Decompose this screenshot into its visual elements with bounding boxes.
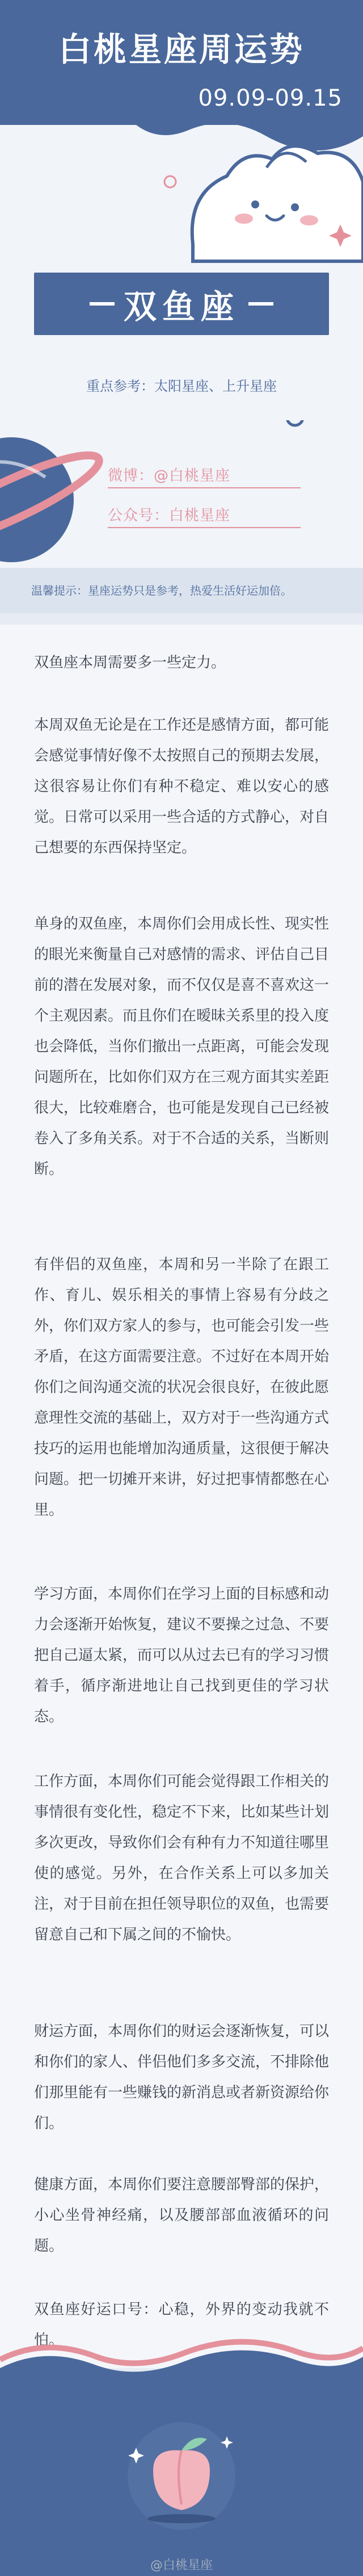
wechat-text: 公众号：白桃星座 [108,507,231,524]
tip-text: 温馨提示：星座运势只是参考，热爱生活好运加倍。 [31,584,292,597]
dash-left-icon [90,301,124,307]
paragraph-slogan: 双鱼座好运口号：心稳，外界的变动我就不怕。 [34,2301,329,2349]
paragraph-wealth: 财运方面，本周你们的财运会逐渐恢复，可以和你们的家人、伴侣他们多多交流，不排除他们那里能有一些赚钱的新消息或者新资源给你们。 [34,2023,330,2132]
date-range: 09.09-09.15 [198,85,343,111]
sign-name: 双鱼座 [123,287,239,326]
footer [0,2334,363,2576]
cute-cloud-icon [0,114,363,284]
paragraph-single: 单身的双鱼座，本周你们会用成长性、现实性的眼光来衡量自己对感情的需求、评估自己目前的潜在发展对象，而不仅仅是喜不喜欢这一个主观因素。而且你们在暧昧关系里的投入度也会降低，当你们撤出一点距离，可能会发现问题所在，比如你们双方在三观方面其实差距很大，比较难磨合，也可能是发现自己已经被卷入了多角关系。对于不合适的关系，当断则断。 [34,915,330,1178]
header [0,0,363,454]
page-title: 白桃星座周运势 [58,30,305,69]
dash-right-icon [239,301,273,307]
weibo-underline [108,487,301,488]
social-section [0,420,363,568]
sign-banner [34,273,329,335]
wechat-underline [108,527,301,528]
paragraph-couple: 有伴侣的双鱼座，本周和另一半除了在跟工作、育儿、娱乐相关的事情上容易有分歧之外，你们双方家人的参与，也可能会引发一些矛盾，在这方面需要注意。不过好在本周开始你们之间沟通交流的状况会很良好，在彼此愿意理性交流的基础上，双方对于一些沟通方式技巧的运用也能增加沟通质量，这很便于解决问题。把一切摊开来讲，好过把事情都憋在心里。 [34,1256,330,1519]
reference-line: 重点参考：太阳星座、上升星座 [86,378,277,394]
peach-icon [0,2334,363,2576]
content-body [0,625,363,2368]
wechat-line [108,500,301,528]
weibo-line [108,460,301,488]
paragraph-intro: 双鱼座本周需要多一些定力。 [34,654,226,671]
planet-icon [0,420,363,568]
weibo-text: 微博：@白桃星座 [108,467,231,484]
paragraph-study: 学习方面，本周你们在学习上面的目标感和动力会逐渐开始恢复，建议不要操之过急、不要把自己逼太紧，而可以从过去已有的学习习惯着手，循序渐进地让自己找到更佳的学习状态。 [34,1586,330,1725]
tip-bar [0,568,363,613]
paragraph-health: 健康方面，本周你们要注意腰部臀部的保护，小心坐骨神经痛，以及腰部部血液循环的问题。 [34,2176,330,2255]
paragraph-work: 工作方面，本周你们可能会觉得跟工作相关的事情很有变化性，稳定不下来，比如某些计划多次更改，导致你们会有种有力不知道往哪里使的感觉。另外，在合作关系上可以多加关注，对于目前在担任领导职位的双鱼，也需要留意自己和下属之间的不愉快。 [34,1773,330,1943]
paragraph-overview: 本周双鱼无论是在工作还是感情方面，都可能会感觉事情好像不太按照自己的预期去发展，这很容易让你们有种不稳定、难以安心的感觉。日常可以采用一些合适的方式静心，对自己想要的东西保持坚定。 [34,717,330,856]
footer-watermark: @白桃星座 [150,2558,213,2573]
